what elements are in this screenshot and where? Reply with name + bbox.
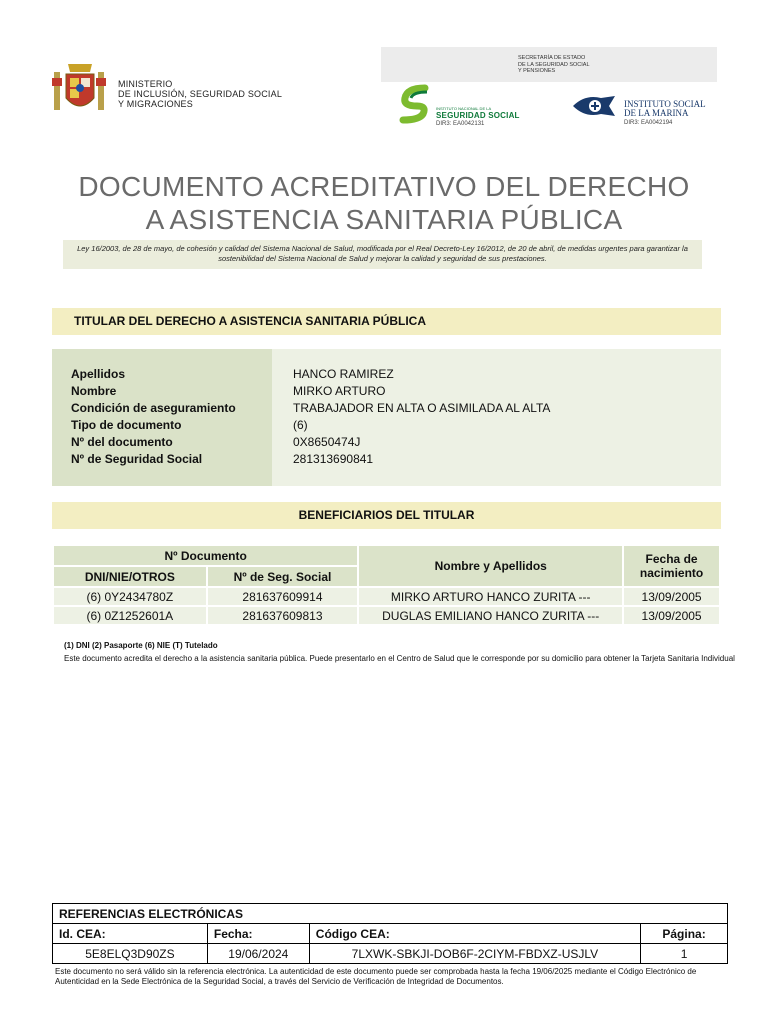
refs-title: REFERENCIAS ELECTRÓNICAS [53, 904, 728, 924]
beneficiarios-table [52, 544, 721, 626]
label-nombre: Nombre [71, 384, 117, 398]
secretaria-line-1: SECRETARÍA DE ESTADO [518, 55, 586, 61]
cell-seg-social: 281637609813 [207, 606, 359, 625]
validity-note: Este documento acredita el derecho a la asistencia sanitaria pública. Puede presentarlo en el Centro de Salud que le corresponde por su domicilio para obtener la Tarjeta Sanitaria Individual [64, 654, 735, 663]
cell-fecha: 13/09/2005 [623, 587, 720, 606]
table-row [53, 606, 720, 625]
cell-fecha: 13/09/2005 [623, 606, 720, 625]
ministry-name [118, 79, 282, 109]
refs-header-pagina: Página: [641, 924, 728, 944]
holder-labels [71, 366, 236, 468]
ism-name-line-1: INSTITUTO SOCIAL [624, 99, 706, 109]
header-nombre: Nombre y Apellidos [358, 545, 623, 587]
cell-seg-social: 281637609914 [207, 587, 359, 606]
label-seguridad-social: Nº de Seguridad Social [71, 452, 203, 466]
refs-values-row [53, 944, 728, 964]
ism-name-line-2: DE LA MARINA [624, 108, 689, 118]
refs-title-row [53, 904, 728, 924]
value-condicion: TRABAJADOR EN ALTA O ASIMILADA AL ALTA [293, 401, 551, 415]
table-header-row [53, 545, 720, 566]
ss-small-text: INSTITUTO NACIONAL DE LA [436, 106, 492, 111]
refs-header-fecha: Fecha: [207, 924, 309, 944]
cell-dni: (6) 0Y2434780Z [53, 587, 207, 606]
document-title [40, 170, 728, 236]
value-numero-documento: 0X8650474J [293, 435, 361, 449]
cell-nombre: DUGLAS EMILIANO HANCO ZURITA --- [358, 606, 623, 625]
value-tipo-documento: (6) [293, 418, 308, 432]
title-line-2: A ASISTENCIA SANITARIA PÚBLICA [145, 204, 623, 235]
ism-dir3: DIR3: EA0042194 [624, 120, 673, 126]
refs-footer-note: Este documento no será válido sin la referencia electrónica. La autenticidad de este documento puede ser comprobada hasta la fecha 19/06/2025 mediante el Código Electrónico de Autenticidad en la Sede Electrónica de la Seguridad Social, a través del Servicio de Verificación de Integridad de Documentos. [55, 967, 697, 986]
refs-header-id: Id. CEA: [53, 924, 208, 944]
header-documento: Nº Documento [53, 545, 358, 566]
seguridad-social-logo-icon [397, 84, 433, 124]
secretaria-line-2: DE LA SEGURIDAD SOCIAL [518, 61, 590, 68]
header-dni: DNI/NIE/OTROS [53, 566, 207, 587]
ism-name [624, 100, 706, 118]
label-numero-documento: Nº del documento [71, 435, 173, 449]
refs-value-codigo: 7LXWK-SBKJI-DOB6F-2CIYM-FBDXZ-USJLV [309, 944, 640, 964]
header-seg-social: Nº de Seg. Social [207, 566, 359, 587]
ministry-line-3: Y MIGRACIONES [118, 99, 193, 109]
ss-dir3: DIR3: EA0042131 [436, 121, 485, 127]
cell-nombre: MIRKO ARTURO HANCO ZURITA --- [358, 587, 623, 606]
instituto-marina-logo-icon [571, 92, 621, 120]
title-line-1: DOCUMENTO ACREDITATIVO DEL DERECHO [78, 171, 690, 202]
titular-section-title: TITULAR DEL DERECHO A ASISTENCIA SANITARIA PÚBLICA [52, 308, 721, 335]
secretaria-line-3: Y PENSIONES [518, 68, 556, 74]
cell-dni: (6) 0Z1252601A [53, 606, 207, 625]
value-seguridad-social: 281313690841 [293, 452, 374, 466]
referencias-table [52, 903, 728, 964]
label-condicion: Condición de aseguramiento [71, 401, 236, 415]
ministry-line-1: MINISTERIO [118, 79, 173, 89]
refs-value-pagina: 1 [641, 944, 728, 964]
header-fecha-nacimiento: Fecha de nacimiento [623, 545, 720, 587]
value-nombre: MIRKO ARTURO [293, 384, 386, 398]
beneficiarios-section-title: BENEFICIARIOS DEL TITULAR [52, 502, 721, 529]
value-apellidos: HANCO RAMIREZ [293, 367, 394, 381]
refs-header-codigo: Código CEA: [309, 924, 640, 944]
refs-header-row [53, 924, 728, 944]
label-apellidos: Apellidos [71, 367, 126, 381]
secretaria-text [518, 55, 590, 75]
refs-value-id: 5E8ELQ3D90ZS [53, 944, 208, 964]
law-text: Ley 16/2003, de 28 de mayo, de cohesión y calidad del Sistema Nacional de Salud, modificada por el Real Decreto-Ley 16/2012, de 20 de abril, de medidas urgentes para garantizar la sostenibilidad del Sistema Nacional de Salud y mejorar la calidad y seguridad de sus prestaciones. [77, 244, 688, 263]
coat-of-arms-icon [50, 58, 110, 120]
table-row [53, 587, 720, 606]
ministry-line-2: DE INCLUSIÓN, SEGURIDAD SOCIAL [118, 89, 283, 99]
label-tipo-documento: Tipo de documento [71, 418, 182, 432]
holder-values [293, 366, 550, 468]
refs-value-fecha: 19/06/2024 [207, 944, 309, 964]
document-type-legend: (1) DNI (2) Pasaporte (6) NIE (T) Tutelado [64, 641, 218, 650]
ss-name: SEGURIDAD SOCIAL [436, 111, 520, 120]
